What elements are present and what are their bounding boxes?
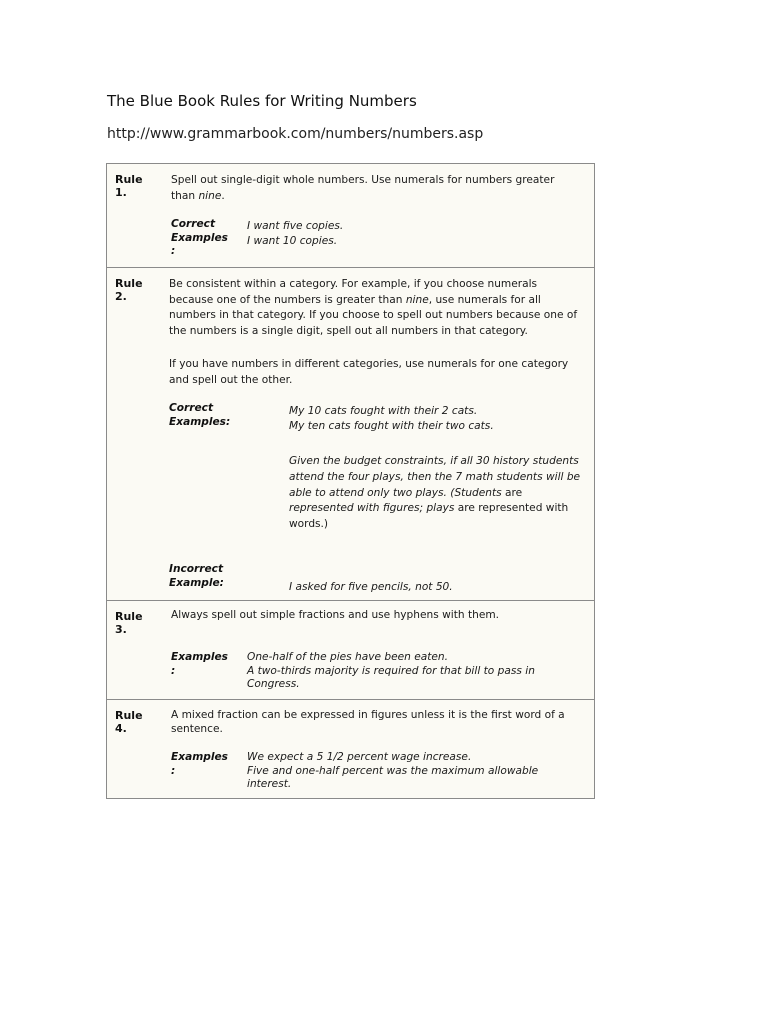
rule-label: Rule 3. [115, 610, 143, 636]
examples-text: My 10 cats fought with their 2 cats. My ten cats fought with their two cats. [289, 405, 494, 432]
source-url: http://www.grammarbook.com/numbers/numbers.asp [107, 126, 484, 142]
incorrect-text: I asked for five pencils, not 50. [289, 581, 453, 593]
rules-table [106, 163, 595, 799]
rule-text: A mixed fraction can be expressed in figures unless it is the first word of a sentence. [171, 709, 565, 735]
examples-text: We expect a 5 1/2 percent wage increase. Five and one-half percent was the maximum allowable interest. [247, 751, 539, 790]
examples-label: Examples : [171, 651, 228, 677]
rule-row-3 [107, 601, 594, 700]
rule-row-1 [107, 164, 594, 268]
rule-text: Be consistent within a category. For example, if you choose numerals because one of the numbers is greater than nine, use numerals for all numbers in that category. If you choose to spell out numbers because one of the numbers is a single digit, spell out all numbers in that category. [169, 278, 578, 337]
rule-label: Rule 4. [115, 709, 143, 735]
page-title: The Blue Book Rules for Writing Numbers [107, 92, 417, 110]
rule-row-4 [107, 700, 594, 798]
examples-label: Correct Examples : [171, 218, 228, 257]
incorrect-label: Incorrect Example: [169, 563, 224, 589]
examples-text: I want five copies. I want 10 copies. [247, 220, 344, 247]
examples-label: Correct Examples: [169, 402, 231, 428]
rule-label: Rule 2. [115, 277, 143, 303]
rule-row-2 [107, 268, 594, 601]
rule-text: Always spell out simple fractions and use hyphens with them. [171, 609, 500, 621]
examples-text: One-half of the pies have been eaten. A two-thirds majority is required for that bill to pass in Congress. [247, 651, 535, 690]
examples-text-2: Given the budget constraints, if all 30 history students attend the four plays, then the 7 math students will be able to attend only two plays. (Students are represented with figures; plays are represented with words.) [289, 455, 581, 531]
examples-label: Examples : [171, 751, 228, 777]
rule-text: Spell out single-digit whole numbers. Use numerals for numbers greater than nine. [171, 174, 555, 202]
rule-label: Rule 1. [115, 173, 143, 199]
rule-text-2: If you have numbers in different categories, use numerals for one category and spell out the other. [169, 358, 569, 386]
